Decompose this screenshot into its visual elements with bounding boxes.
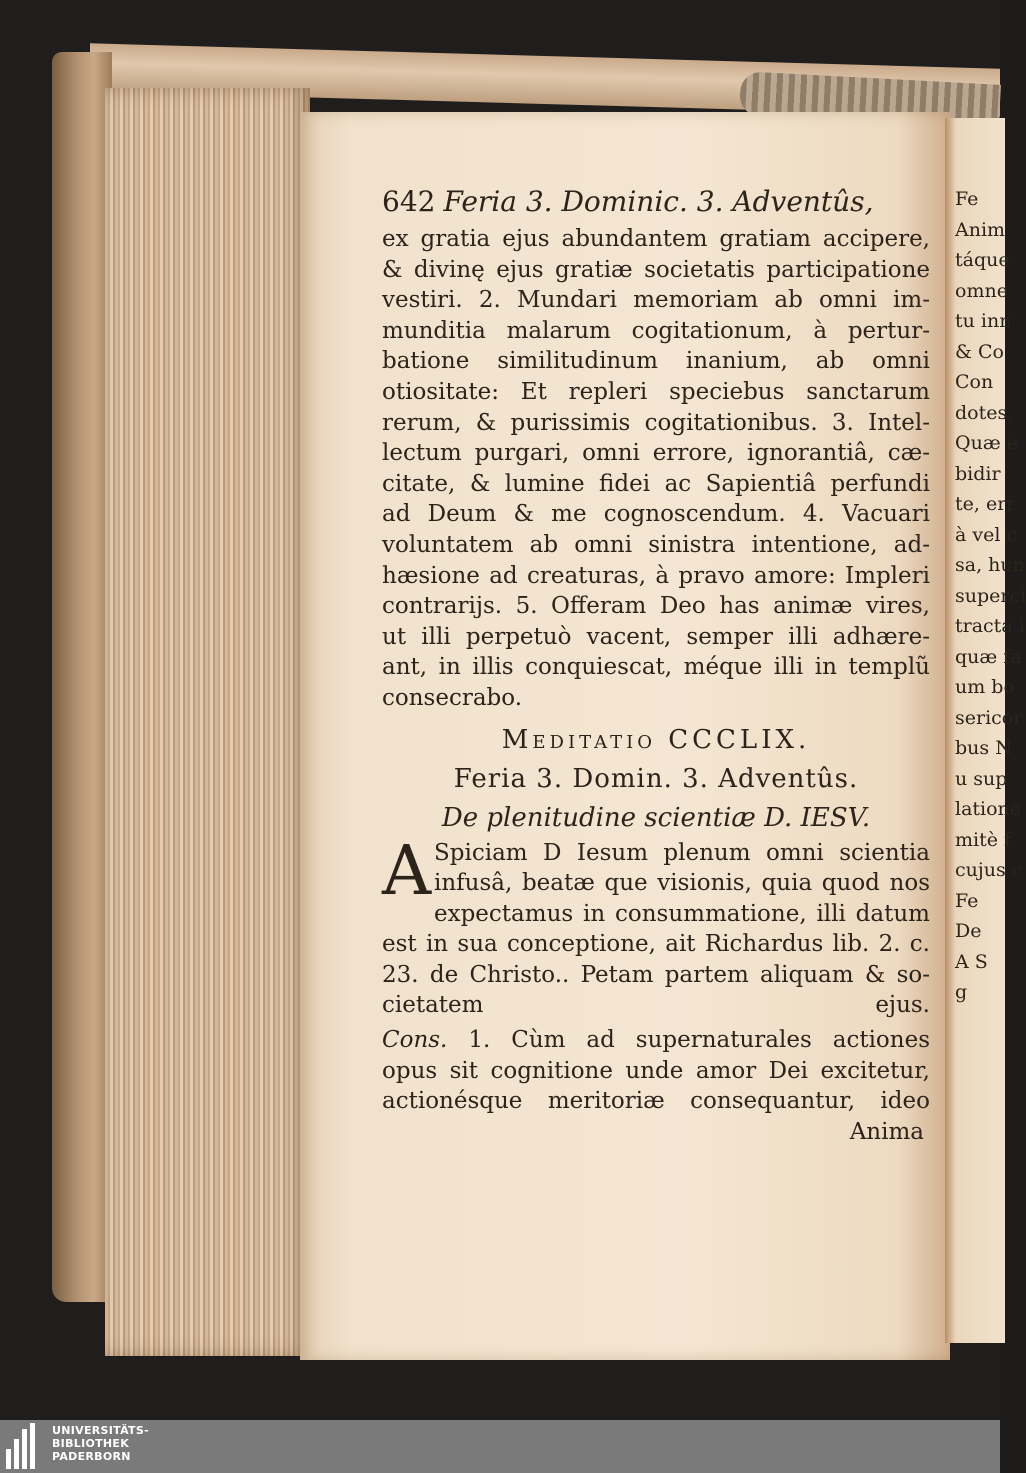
page-text [382,182,930,1147]
text-line: lectum purgari, omni errore, ignorantiâ, cæ- [382,440,930,467]
text-block-before [382,224,930,714]
running-head [382,182,930,222]
facing-text-fragment: bidir [955,462,1001,485]
facing-text-fragment: latione [955,798,1022,820]
text-line: consecrabo. [382,684,523,711]
facing-text-fragment: Fe [955,889,979,912]
library-logo-icon [4,1423,46,1469]
facing-text-fragment: um bo [955,676,1015,698]
facing-text-fragment: A S [955,950,988,973]
facing-text-fragment: Quæ e [955,432,1018,454]
page-block-edge [105,88,310,1356]
facing-text-fragment: sa, hun [955,554,1025,576]
meditation-subject: De plenitudine scientiæ D. IESV. [441,802,871,833]
text-line: contrarijs. 5. Offeram Deo has animæ vires, [382,593,930,620]
text-line: otiositate: Et repleri speciebus sanctarum [382,378,930,405]
logo-line: BIBLIOTHEK [52,1437,130,1450]
text-line: vestiri. 2. Mundari memoriam ab omni im- [382,287,930,314]
text-line: 23. de Christo.. Petam partem aliquam & so- [382,961,930,988]
left-page [300,112,950,1360]
facing-text-fragment: omne [955,279,1008,302]
text-block-after [382,831,930,1022]
page-number: 642 [382,185,436,218]
facing-page-fragments [955,184,1026,1008]
facing-text-fragment: tracta l [955,615,1025,637]
text-line: citate, & lumine fidei ac Sapientiâ perfundi [382,470,930,497]
catchword: Anima [849,1118,924,1145]
facing-text-fragment: Anim [955,218,1006,241]
logo-line: PADERBORN [52,1450,131,1463]
text-line: actionésque meritoriæ consequantur, ideo [382,1088,930,1115]
library-logo-text [52,1424,149,1463]
facing-text-fragment: quæ fa [955,645,1022,668]
facing-text-fragment: Con [955,371,994,393]
facing-text-fragment: u sup [955,767,1008,790]
text-line: munditia malarum cogitationum, à pertur- [382,317,930,344]
text-line: ad Deum & me cognoscendum. 4. Vacuari [382,501,930,528]
facing-page [945,118,1026,1343]
text-line: batione similitudinum inanium, ab omni [382,348,930,375]
text-line: hæsione ad creaturas, à pravo amore: Impleri [382,562,930,589]
text-line: rerum, & purissimis cogitationibus. 3. Intel- [382,409,930,436]
facing-text-fragment: tu inn [955,310,1012,332]
text-line: ut illi perpetuò vacent, semper illi adhære- [382,623,930,650]
consideration-label: Cons. [382,1027,448,1054]
facing-text-fragment: dotes, [955,401,1014,424]
facing-text-fragment: sericor [955,706,1023,729]
facing-text-fragment: cujus c [955,859,1023,881]
text-line: Spiciam D Iesum plenum omni scientia [434,839,930,866]
facing-text-fragment: bus N [955,737,1012,759]
facing-text-fragment: Fe [955,188,979,210]
text-line: & divinę ejus gratiæ societatis participatione [382,256,930,283]
facing-text-fragment: De [955,920,982,942]
meditation-day: Feria 3. Domin. 3. Adventûs. [453,763,859,794]
text-line: ex gratia ejus abundantem gratiam accipere, [382,226,930,252]
facing-text-fragment: & Co [955,340,1004,363]
text-line: opus sit cognitione unde amor Dei excitetur, [382,1057,930,1084]
consideration-line-first [382,1025,930,1056]
facing-text-fragment: g [955,981,968,1003]
meditation-heading: Meditatio CCCLIX. [501,724,811,755]
facing-text-fragment: mitè f [955,828,1012,851]
book-cover [52,52,112,1302]
text-line: voluntatem ab omni sinistra intentione, ad- [382,531,930,558]
drop-cap-initial: A [382,831,432,911]
running-title: Feria 3. Dominic. 3. Adventûs, [443,185,874,218]
logo-line: UNIVERSITÄTS- [52,1424,149,1437]
facing-text-fragment: te, err [955,493,1016,515]
consideration-text: 1. Cùm ad supernaturales actiones [468,1027,930,1054]
text-line: infusâ, beatæ que visionis, quia quod nos [434,870,930,897]
text-line: cietatem ejus. [382,992,930,1019]
text-line: ant, in illis conquiescat, méque illi in templũ [382,654,930,681]
facing-text-fragment: à vel c [955,523,1018,546]
meditation-body [382,831,930,1022]
facing-text-fragment: táque [955,249,1010,271]
text-line: expectamus in consummatione, illi datum [434,900,930,927]
text-line: est in sua conceptione, ait Richardus lib. 2. c. [382,931,930,958]
footer-bar [0,1420,1000,1473]
facing-text-fragment: superci [955,584,1026,607]
